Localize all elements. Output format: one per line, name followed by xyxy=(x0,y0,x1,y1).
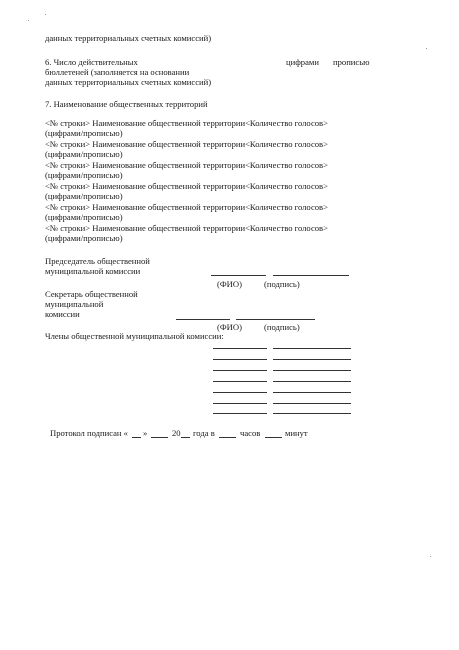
protocol-at-label: года в xyxy=(193,428,215,438)
territory-row-main: <№ строки> Наименование общественной территории<Количество голосов> xyxy=(45,223,328,233)
protocol-year-blank xyxy=(181,437,190,438)
member-sign-line xyxy=(273,370,351,371)
secretary-line3: комиссии xyxy=(45,309,80,319)
territory-row-sub: (цифрами/прописью) xyxy=(45,149,123,159)
secretary-sign-line xyxy=(236,319,315,320)
chairman-sign-label: (подпись) xyxy=(264,279,300,289)
territory-row-main: <№ строки> Наименование общественной территории<Количество голосов> xyxy=(45,202,328,212)
member-sign-line xyxy=(273,392,351,393)
territory-row-sub: (цифрами/прописью) xyxy=(45,233,123,243)
territory-row-sub: (цифрами/прописью) xyxy=(45,212,123,222)
secretary-fio-line xyxy=(176,319,230,320)
territory-row-main: <№ строки> Наименование общественной территории<Количество голосов> xyxy=(45,118,328,128)
section6-line1: 6. Число действительных xyxy=(45,57,138,67)
protocol-minutes-blank xyxy=(265,437,282,438)
member-fio-line xyxy=(213,381,267,382)
protocol-hours-blank xyxy=(219,437,236,438)
territory-row-main: <№ строки> Наименование общественной территории<Количество голосов> xyxy=(45,139,328,149)
protocol-quote-close: » xyxy=(143,428,148,438)
section6-line2: бюллетеней (заполняется на основании xyxy=(45,67,190,77)
protocol-hours-label: часов xyxy=(240,428,261,438)
member-fio-line xyxy=(213,348,267,349)
member-sign-line xyxy=(273,413,351,414)
member-sign-line xyxy=(273,403,351,404)
member-fio-line xyxy=(213,359,267,360)
protocol-day-blank xyxy=(132,437,141,438)
member-fio-line xyxy=(213,370,267,371)
member-sign-line xyxy=(273,381,351,382)
protocol-text-start: Протокол подписан « xyxy=(50,428,128,438)
secretary-line1: Секретарь общественной xyxy=(45,289,138,299)
member-fio-line xyxy=(213,413,267,414)
secretary-sign-label: (подпись) xyxy=(264,322,300,332)
chairman-fio-line xyxy=(211,275,266,276)
chairman-fio-label: (ФИО) xyxy=(217,279,242,289)
member-sign-line xyxy=(273,348,351,349)
member-fio-line xyxy=(213,403,267,404)
scan-speck xyxy=(430,556,431,557)
scan-speck xyxy=(28,20,29,21)
section6-line3: данных территориальных счетных комиссий) xyxy=(45,77,212,87)
member-fio-line xyxy=(213,392,267,393)
scan-speck xyxy=(426,48,427,49)
protocol-year-prefix: 20 xyxy=(172,428,181,438)
header-line: данных территориальных счетных комиссий) xyxy=(45,33,212,43)
section6-words-label: прописью xyxy=(333,57,370,67)
scan-speck xyxy=(45,14,46,15)
secretary-line2: муниципальной xyxy=(45,299,104,309)
territory-row-sub: (цифрами/прописью) xyxy=(45,191,123,201)
territory-row-sub: (цифрами/прописью) xyxy=(45,128,123,138)
secretary-fio-label: (ФИО) xyxy=(217,322,242,332)
protocol-month-blank xyxy=(151,437,168,438)
protocol-minutes-label: минут xyxy=(285,428,308,438)
chairman-line2: муниципальной комиссии xyxy=(45,266,141,276)
chairman-sign-line xyxy=(273,275,349,276)
section6-digits-label: цифрами xyxy=(286,57,319,67)
members-label: Члены общественной муниципальной комиссии: xyxy=(45,331,224,341)
section7-title: 7. Наименование общественных территорий xyxy=(45,99,208,109)
territory-row-main: <№ строки> Наименование общественной территории<Количество голосов> xyxy=(45,160,328,170)
member-sign-line xyxy=(273,359,351,360)
territory-row-main: <№ строки> Наименование общественной территории<Количество голосов> xyxy=(45,181,328,191)
territory-row-sub: (цифрами/прописью) xyxy=(45,170,123,180)
chairman-line1: Председатель общественной xyxy=(45,256,150,266)
